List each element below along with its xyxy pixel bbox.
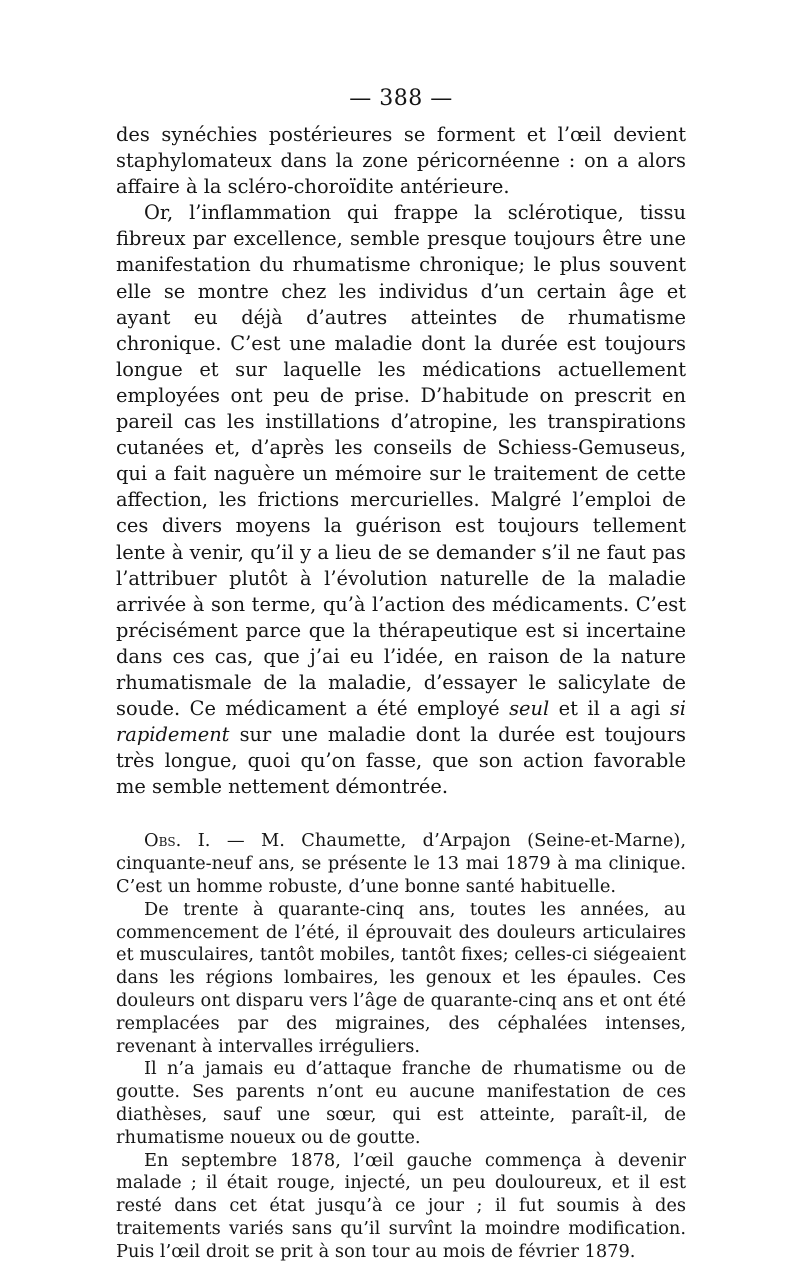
- book-page: [116, 86, 686, 1264]
- observation-history: De trente à quarante-cinq ans, toutes les années, au commencement de l’été, il éprouvait des douleurs articulaires et musculaires, tantôt mobiles, tantôt fixes; celles-ci siégeaient dans les régions lombaires, les genoux et les épaules. Ces douleurs ont disparu vers l’âge de quarante-cinq ans et ont été remplacées par des migraines, des céphalées intenses, revenant à intervalles irréguliers.: [116, 898, 686, 1057]
- paragraph-text: Or, l’inflammation qui frappe la sclérotique, tissu fibreux par excellence, semble presque toujours être une manifestation du rhumatisme chronique; le plus souvent elle se montre chez les individus d’un certain âge et ayant eu déjà d’autres atteintes de rhumatisme chronique. C’est une maladie dont la durée est toujours longue et sur laquelle les médications actuellement employées ont peu de prise. D’habitude on prescrit en pareil cas les instillations d’atropine, les transpirations cutanées et, d’après les conseils de Schiess-Gemuseus, qui a fait naguère un mémoire sur le traitement de cette affection, les frictions mercurielles. Malgré l’emploi de ces divers moyens la guérison est toujours tellement lente à venir, qu’il y a lieu de se demander s’il ne faut pas l’attribuer plutôt à l’évolution naturelle de la maladie arrivée à son terme, qu’à l’action des médicaments. C’est précisément parce que la thérapeutique est si incertaine dans ces cas, que j’ai eu l’idée, en raison de la nature rhumatismale de la maladie, d’essayer le salicylate de soude. Ce médicament a été employé: [116, 201, 686, 721]
- page-number: — 388 —: [349, 86, 453, 111]
- observation-label: Obs. I.: [144, 830, 211, 852]
- observation-section: [116, 830, 686, 1263]
- observation-text: — M. Chaumette, d’Arpajon (Seine-et-Marne), cinquante-neuf ans, se présente le 13 mai 1879 à ma clinique. C’est un homme robuste, d’une bonne santé habituelle.: [116, 830, 686, 898]
- observation-intro: [116, 830, 686, 898]
- body-paragraph-continued: des synéchies postérieures se forment et l’œil devient staphylomateux dans la zone péricornéenne : on a alors affaire à la scléro-choroïdite antérieure.: [116, 123, 686, 199]
- emphasis-text: si rapidement: [116, 697, 686, 747]
- observation-onset: En septembre 1878, l’œil gauche commença à devenir malade ; il était rouge, injecté, un peu douloureux, et il est resté dans cet état jusqu’à ce jour ; il fut soumis à des traitements variés sans qu’il survînt la moindre modification. Puis l’œil droit se prit à son tour au mois de février 1879.: [116, 1149, 686, 1262]
- body-paragraph-treatment: [116, 200, 686, 800]
- observation-family: Il n’a jamais eu d’attaque franche de rhumatisme ou de goutte. Ses parents n’ont eu aucune manifestation de ces diathèses, sauf une sœur, qui est atteinte, paraît-il, de rhumatisme noueux ou de goutte.: [116, 1058, 686, 1148]
- paragraph-text: et il a agi: [558, 697, 661, 721]
- emphasis-text: seul: [509, 697, 550, 721]
- paragraph-text: sur une maladie dont la durée est toujours très longue, quoi qu’on fasse, que son action favorable me semble nettement démontrée.: [116, 723, 686, 799]
